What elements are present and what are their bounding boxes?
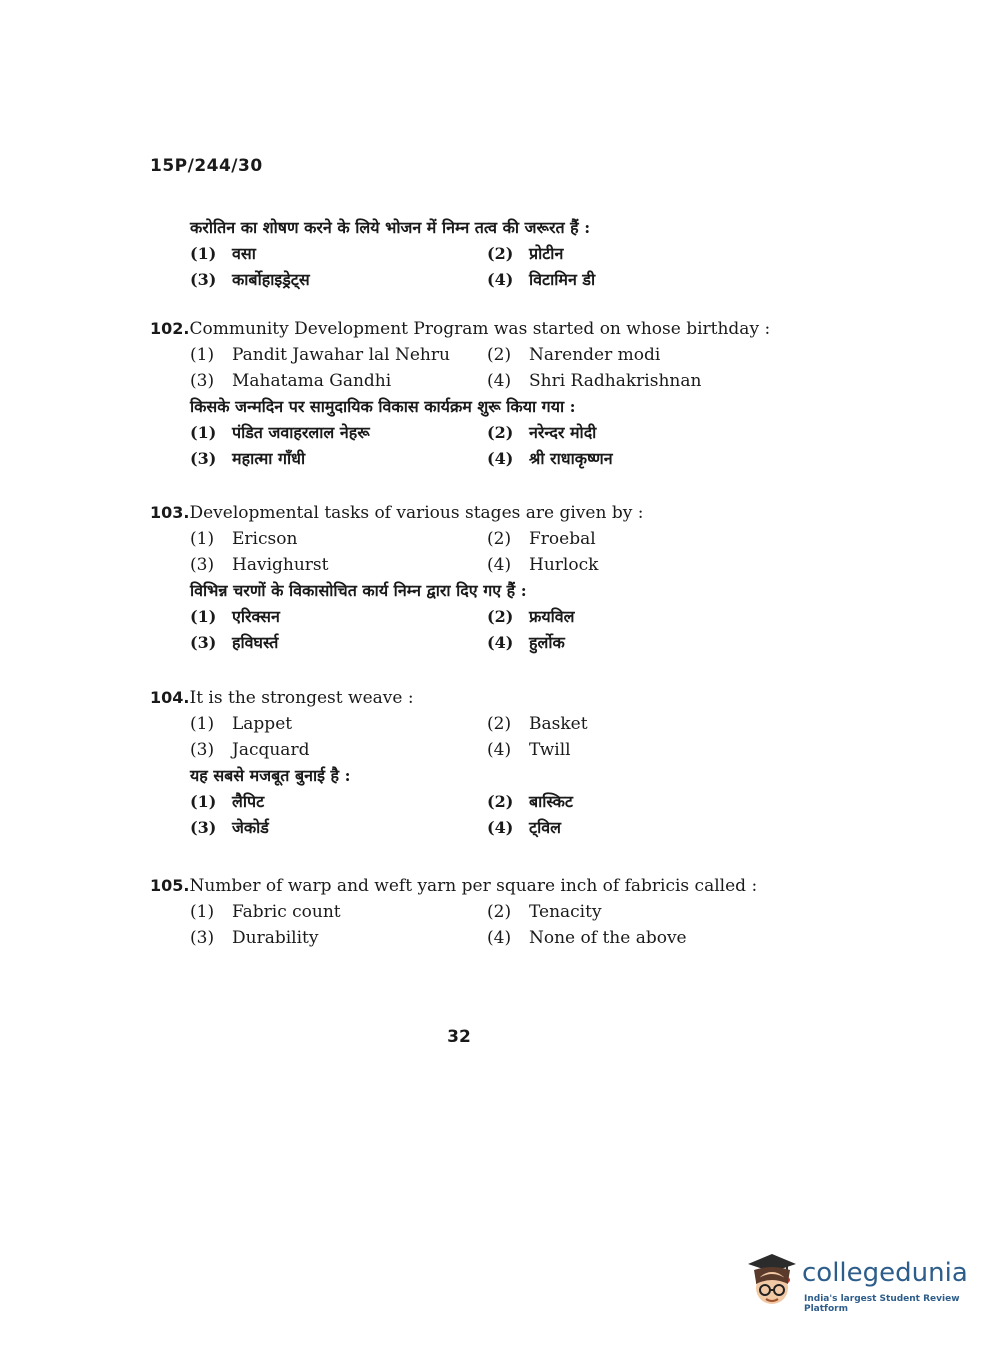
option: (2) नरेन्दर मोदी <box>487 423 597 442</box>
question-stem: 105.Number of warp and weft yarn per square inch of fabricis called : <box>150 876 758 896</box>
options-grid-hindi <box>190 604 790 656</box>
option: (3) महात्मा गाँधी <box>190 449 306 468</box>
page-number: 32 <box>447 1027 471 1047</box>
option: (1) Fabric count <box>190 902 341 922</box>
question-104 <box>150 685 790 841</box>
option: (1) वसा <box>190 244 256 263</box>
question-101-hindi <box>150 215 790 293</box>
option: (4) Shri Radhakrishnan <box>487 371 702 391</box>
paper-code: 15P/244/30 <box>150 156 263 176</box>
options-grid-hindi <box>190 420 790 472</box>
option: (2) Basket <box>487 714 588 734</box>
option: (4) Hurlock <box>487 555 599 575</box>
question-102 <box>150 316 790 472</box>
option: (2) प्रोटीन <box>487 244 564 263</box>
option: (2) Narender modi <box>487 345 661 365</box>
brand-tagline: India's largest Student Review Platform <box>804 1294 960 1314</box>
option: (3) जेकोर्ड <box>190 818 269 837</box>
options-grid-hindi <box>190 789 790 841</box>
options-grid <box>190 526 790 578</box>
option: (4) ट्विल <box>487 818 561 837</box>
option: (2) Froebal <box>487 529 596 549</box>
question-105 <box>150 873 790 951</box>
option: (3) कार्बोहाइड्रेट्स <box>190 270 310 289</box>
option: (1) पंडित जवाहरलाल नेहरू <box>190 423 370 442</box>
graduate-mascot-icon <box>742 1250 800 1308</box>
option: (4) None of the above <box>487 928 687 948</box>
options-grid-hindi <box>190 241 790 293</box>
option: (3) Durability <box>190 928 319 948</box>
option: (3) Mahatama Gandhi <box>190 371 392 391</box>
collegedunia-watermark <box>742 1250 972 1314</box>
question-stem: 103.Developmental tasks of various stages are given by : <box>150 503 644 523</box>
option: (3) Jacquard <box>190 740 310 760</box>
option: (2) फ्रयविल <box>487 607 575 626</box>
option: (1) Lappet <box>190 714 293 734</box>
question-stem-hindi: यह सबसे मजबूत बुनाई है : <box>190 766 351 785</box>
option: (3) Havighurst <box>190 555 329 575</box>
question-103 <box>150 500 790 656</box>
question-stem-hindi: करोतिन का शोषण करने के लिये भोजन में निम्न तत्व की जरूरत हैं : <box>190 218 591 237</box>
option: (1) एरिक्सन <box>190 607 280 626</box>
option: (4) श्री राधाकृष्णन <box>487 449 613 468</box>
options-grid <box>190 899 790 951</box>
question-stem: 104.It is the strongest weave : <box>150 688 414 708</box>
options-grid <box>190 711 790 763</box>
option: (1) लैपिट <box>190 792 265 811</box>
option: (4) Twill <box>487 740 571 760</box>
option: (4) हुर्लोक <box>487 633 565 652</box>
option: (2) बास्किट <box>487 792 574 811</box>
options-grid <box>190 342 790 394</box>
option: (4) विटामिन डी <box>487 270 596 289</box>
option: (1) Ericson <box>190 529 298 549</box>
question-stem-hindi: किसके जन्मदिन पर सामुदायिक विकास कार्यक्रम शुरू किया गया : <box>190 397 576 416</box>
question-stem-hindi: विभिन्न चरणों के विकासोचित कार्य निम्न द्वारा दिए गए हैं : <box>190 581 527 600</box>
option: (2) Tenacity <box>487 902 602 922</box>
brand-name: collegedunia <box>802 1258 968 1288</box>
question-stem: 102.Community Development Program was started on whose birthday : <box>150 319 771 339</box>
option: (3) हविघर्स्त <box>190 633 279 652</box>
option: (1) Pandit Jawahar lal Nehru <box>190 345 450 365</box>
